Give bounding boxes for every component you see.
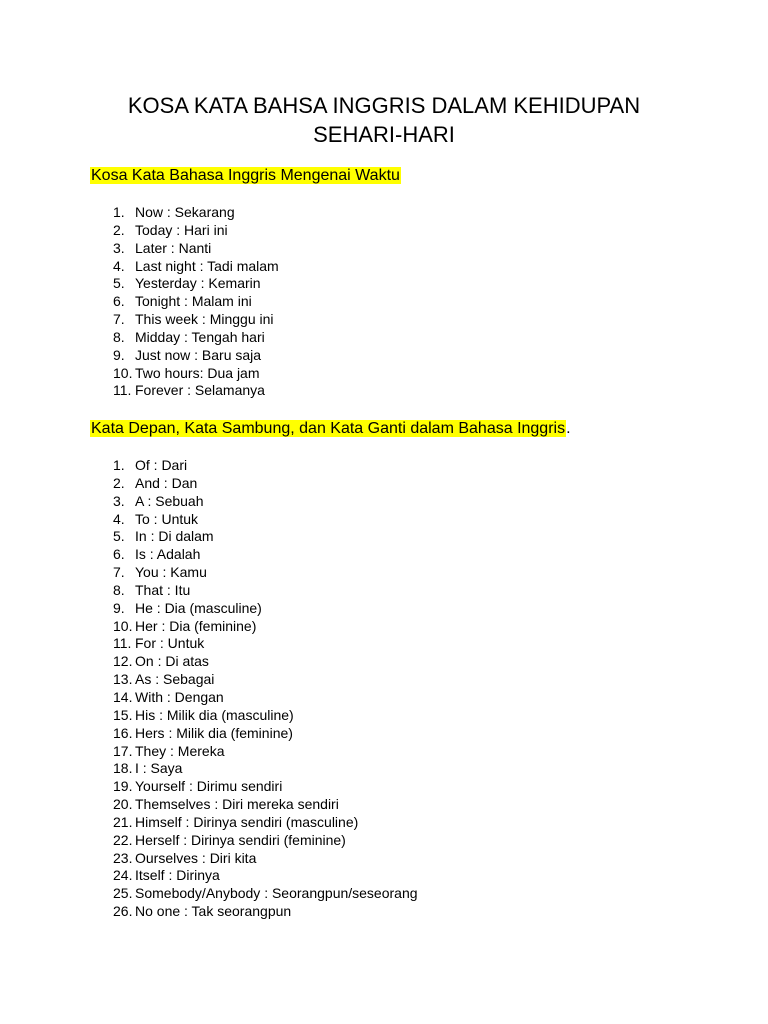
list-item — [113, 689, 418, 707]
list-item-number: 10. — [113, 617, 133, 634]
list-item-number: 11. — [113, 382, 132, 399]
list-item-number: 5. — [113, 528, 125, 545]
list-item-number: 4. — [113, 510, 125, 527]
list-item — [113, 546, 418, 564]
list-item — [113, 493, 418, 511]
list-item-number: 10. — [113, 364, 133, 381]
list-item-text: Tonight : Malam ini — [135, 293, 252, 310]
list-item-text: This week : Minggu ini — [135, 311, 274, 328]
list-item-text: Itself : Dirinya — [135, 867, 220, 884]
list-item — [113, 760, 418, 778]
document-title-line-2: SEHARI-HARI — [313, 122, 455, 147]
list-item-text: That : Itu — [135, 581, 191, 598]
list-item-text: They : Mereka — [135, 742, 225, 759]
list-item-number: 5. — [113, 275, 125, 292]
list-item-text: A : Sebuah — [135, 492, 204, 509]
list-item-text: Two hours: Dua jam — [135, 364, 260, 381]
section-heading-time — [90, 166, 401, 186]
list-item-number: 3. — [113, 492, 125, 509]
list-item — [113, 725, 418, 743]
list-item-text: Herself : Dirinya sendiri (feminine) — [135, 831, 346, 848]
list-item-text: Of : Dari — [135, 457, 188, 473]
list-item — [113, 671, 418, 689]
list-item-text: Midday : Tengah hari — [135, 328, 265, 345]
list-item-text: Yesterday : Kemarin — [135, 275, 261, 292]
list-item — [113, 778, 418, 796]
list-item-text: Later : Nanti — [135, 239, 212, 256]
section-heading-prepositions-suffix: . — [566, 420, 571, 437]
list-item-text: For : Untuk — [135, 635, 205, 652]
document-title-line-1: KOSA KATA BAHSA INGGRIS DALAM KEHIDUPAN — [127, 93, 641, 118]
vocab-list-prepositions — [113, 457, 418, 921]
list-item-text: I : Saya — [135, 760, 183, 777]
list-item-number: 20. — [113, 796, 133, 813]
section-heading-prepositions-text: Kata Depan, Kata Sambung, dan Kata Ganti dalam Bahasa Inggris — [91, 420, 566, 437]
list-item — [113, 743, 418, 761]
list-item-number: 9. — [113, 599, 125, 616]
list-item — [113, 240, 279, 258]
list-item — [113, 867, 418, 885]
list-item-number: 21. — [113, 813, 133, 830]
list-item-number: 1. — [113, 457, 125, 473]
list-item — [113, 832, 418, 850]
list-item-number: 9. — [113, 346, 125, 363]
list-item — [113, 582, 418, 600]
list-item — [113, 293, 279, 311]
list-item-text: He : Dia (masculine) — [135, 599, 262, 616]
list-item — [113, 275, 279, 293]
list-item-number: 15. — [113, 706, 133, 723]
list-item-number: 1. — [113, 204, 125, 220]
list-item-text: You : Kamu — [135, 564, 207, 581]
list-item-text: Just now : Baru saja — [135, 346, 262, 363]
document-title — [60, 91, 708, 149]
list-item-text: As : Sebagai — [135, 671, 215, 688]
list-item — [113, 796, 418, 814]
list-item — [113, 707, 418, 725]
list-item — [113, 258, 279, 276]
list-item-text: Now : Sekarang — [135, 204, 235, 220]
list-item-number: 12. — [113, 653, 133, 670]
list-item-number: 26. — [113, 903, 133, 920]
list-item-number: 8. — [113, 581, 125, 598]
list-item-number: 18. — [113, 760, 133, 777]
list-item-text: Themselves : Diri mereka sendiri — [135, 796, 339, 813]
list-item-number: 13. — [113, 671, 133, 688]
list-item-number: 6. — [113, 293, 125, 310]
list-item — [113, 653, 418, 671]
list-item-number: 7. — [113, 564, 125, 581]
list-item-text: Forever : Selamanya — [135, 382, 265, 399]
list-item — [113, 204, 279, 222]
list-item — [113, 475, 418, 493]
list-item — [113, 329, 279, 347]
list-item — [113, 222, 279, 240]
list-item — [113, 528, 418, 546]
list-item-number: 17. — [113, 742, 133, 759]
list-item-number: 2. — [113, 474, 125, 491]
list-item — [113, 618, 418, 636]
list-item-text: Today : Hari ini — [135, 221, 228, 238]
list-item-text: Somebody/Anybody : Seorangpun/seseorang — [135, 885, 418, 902]
list-item — [113, 457, 418, 475]
section-heading-time-text: Kosa Kata Bahasa Inggris Mengenai Waktu — [91, 167, 400, 184]
list-item-number: 7. — [113, 311, 125, 328]
list-item — [113, 564, 418, 582]
vocab-list-time — [113, 204, 279, 400]
list-item-number: 3. — [113, 239, 125, 256]
list-item-number: 14. — [113, 688, 133, 705]
list-item-number: 8. — [113, 328, 125, 345]
list-item — [113, 850, 418, 868]
list-item — [113, 382, 279, 400]
list-item-text: And : Dan — [135, 474, 198, 491]
list-item-number: 16. — [113, 724, 133, 741]
list-item — [113, 511, 418, 529]
list-item-number: 2. — [113, 221, 125, 238]
list-item — [113, 600, 418, 618]
list-item — [113, 885, 418, 903]
list-item-number: 25. — [113, 885, 133, 902]
list-item-text: His : Milik dia (masculine) — [135, 706, 294, 723]
list-item-text: To : Untuk — [135, 510, 199, 527]
list-item-text: Is : Adalah — [135, 546, 201, 563]
list-item-number: 23. — [113, 849, 133, 866]
list-item — [113, 814, 418, 832]
list-item-number: 22. — [113, 831, 133, 848]
list-item-number: 19. — [113, 778, 133, 795]
list-item-text: In : Di dalam — [135, 528, 214, 545]
list-item — [113, 311, 279, 329]
list-item-number: 24. — [113, 867, 133, 884]
list-item-text: Last night : Tadi malam — [135, 257, 279, 274]
section-heading-prepositions — [90, 419, 571, 439]
list-item-text: Yourself : Dirimu sendiri — [135, 778, 283, 795]
list-item-text: On : Di atas — [135, 653, 209, 670]
list-item-text: No one : Tak seorangpun — [135, 903, 292, 920]
list-item-text: With : Dengan — [135, 688, 224, 705]
list-item-number: 4. — [113, 257, 125, 274]
list-item-text: Himself : Dirinya sendiri (masculine) — [135, 813, 359, 830]
list-item — [113, 635, 418, 653]
list-item — [113, 365, 279, 383]
list-item-text: Ourselves : Diri kita — [135, 849, 257, 866]
list-item — [113, 903, 418, 921]
list-item-text: Her : Dia (feminine) — [135, 617, 257, 634]
list-item-text: Hers : Milik dia (feminine) — [135, 724, 293, 741]
list-item-number: 11. — [113, 635, 132, 652]
list-item — [113, 347, 279, 365]
list-item-number: 6. — [113, 546, 125, 563]
